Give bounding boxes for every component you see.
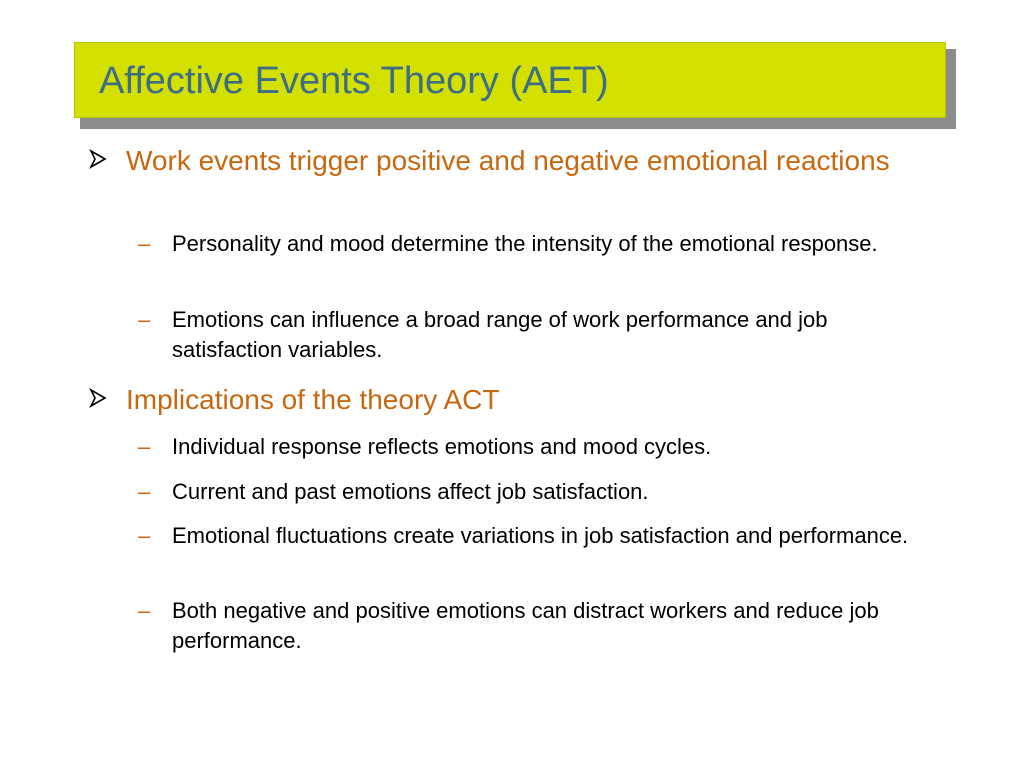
bullet-text: Implications of the theory ACT — [126, 384, 500, 415]
arrowhead-bullet-icon — [88, 388, 108, 408]
sub-bullet-item — [138, 521, 928, 581]
slide-title: Affective Events Theory (AET) — [99, 60, 609, 102]
dash-bullet: – — [138, 434, 151, 459]
title-bar — [74, 42, 946, 118]
sub-bullet-text: Both negative and positive emotions can distract workers and reduce job performance. — [172, 598, 879, 653]
sub-bullet-item — [138, 477, 928, 507]
sub-bullet-text: Current and past emotions affect job satisfaction. — [172, 479, 649, 504]
sub-bullet-text: Emotional fluctuations create variations in job satisfaction and performance. — [172, 523, 909, 548]
bullet-item — [88, 143, 928, 215]
bullet-item — [88, 382, 928, 418]
sub-bullet-text: Emotions can influence a broad range of work performance and job satisfaction variables. — [172, 307, 828, 362]
sub-bullet-item — [138, 229, 928, 289]
bullet-text: Work events trigger positive and negative emotional reactions — [126, 145, 890, 176]
dash-bullet: – — [138, 598, 151, 623]
sub-bullet-item — [138, 432, 928, 462]
sub-bullet-item — [138, 596, 928, 656]
dash-bullet: – — [138, 307, 151, 332]
sub-bullet-text: Individual response reflects emotions and mood cycles. — [172, 434, 712, 459]
dash-bullet: – — [138, 523, 151, 548]
sub-bullet-item — [138, 305, 928, 365]
sub-bullet-text: Personality and mood determine the intensity of the emotional response. — [172, 231, 878, 256]
dash-bullet: – — [138, 479, 151, 504]
arrowhead-bullet-icon — [88, 149, 108, 169]
dash-bullet: – — [138, 231, 151, 256]
